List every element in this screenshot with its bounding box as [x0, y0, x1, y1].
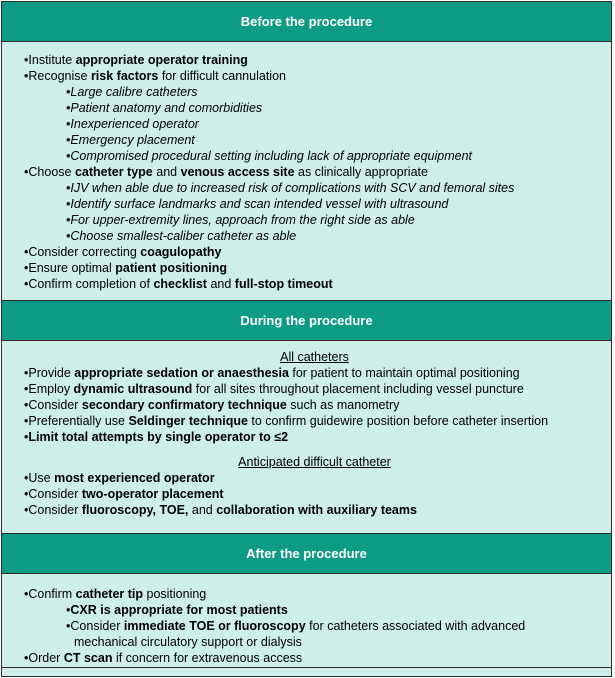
before-procedure-header: Before the procedure	[2, 2, 611, 42]
sub-list-item: • CXR is appropriate for most patients	[24, 602, 605, 618]
bottom-divider	[2, 667, 611, 676]
during-procedure-header: During the procedure	[2, 300, 611, 341]
list-item: • Ensure optimal patient positioning	[24, 260, 605, 276]
list-item: • Consider fluoroscopy, TOE, and collaboration with auxiliary teams	[24, 502, 605, 518]
list-item: • Confirm catheter tip positioning	[24, 586, 605, 602]
sub-list-item: • Identify surface landmarks and scan intended vessel with ultrasound	[24, 196, 605, 212]
sub-list-item: • Compromised procedural setting including lack of appropriate equipment	[24, 148, 605, 164]
sub-list-item: • Large calibre catheters	[24, 84, 605, 100]
guideline-box	[1, 1, 612, 677]
sub-list-item: • Inexperienced operator	[24, 116, 605, 132]
list-item: • Preferentially use Seldinger technique to confirm guidewire position before catheter insertion	[24, 413, 605, 429]
during-procedure-section	[2, 341, 611, 533]
difficult-catheter-subheading: Anticipated difficult catheter	[238, 455, 391, 469]
list-item: • Consider correcting coagulopathy	[24, 244, 605, 260]
list-item: • Institute appropriate operator training	[24, 52, 605, 68]
sub-list-item: • IJV when able due to increased risk of complications with SCV and femoral sites	[24, 180, 605, 196]
list-item: • Limit total attempts by single operator to ≤2	[24, 429, 605, 445]
list-item: • Confirm completion of checklist and full-stop timeout	[24, 276, 605, 292]
sub-list-item: • Patient anatomy and comorbidities	[24, 100, 605, 116]
list-item: • Order CT scan if concern for extravenous access	[24, 650, 605, 666]
list-item: • Recognise risk factors for difficult cannulation	[24, 68, 605, 84]
after-procedure-section	[2, 574, 611, 677]
sub-list-item-continuation: mechanical circulatory support or dialysis	[74, 635, 302, 649]
before-procedure-section	[2, 42, 611, 300]
all-catheters-subheading: All catheters	[280, 350, 349, 364]
sub-list-item: • For upper-extremity lines, approach from the right side as able	[24, 212, 605, 228]
after-procedure-header: After the procedure	[2, 533, 611, 574]
list-item: • Consider two-operator placement	[24, 486, 605, 502]
sub-list-item: • Choose smallest-caliber catheter as able	[24, 228, 605, 244]
list-item: • Consider secondary confirmatory technique such as manometry	[24, 397, 605, 413]
list-item: • Provide appropriate sedation or anaesthesia for patient to maintain optimal positioning	[24, 365, 605, 381]
list-item: • Employ dynamic ultrasound for all sites throughout placement including vessel puncture	[24, 381, 605, 397]
sub-list-item: • Emergency placement	[24, 132, 605, 148]
list-item: • Use most experienced operator	[24, 470, 605, 486]
list-item: • Choose catheter type and venous access site as clinically appropriate	[24, 164, 605, 180]
sub-list-item: • Consider immediate TOE or fluoroscopy for catheters associated with advanced	[24, 618, 605, 634]
